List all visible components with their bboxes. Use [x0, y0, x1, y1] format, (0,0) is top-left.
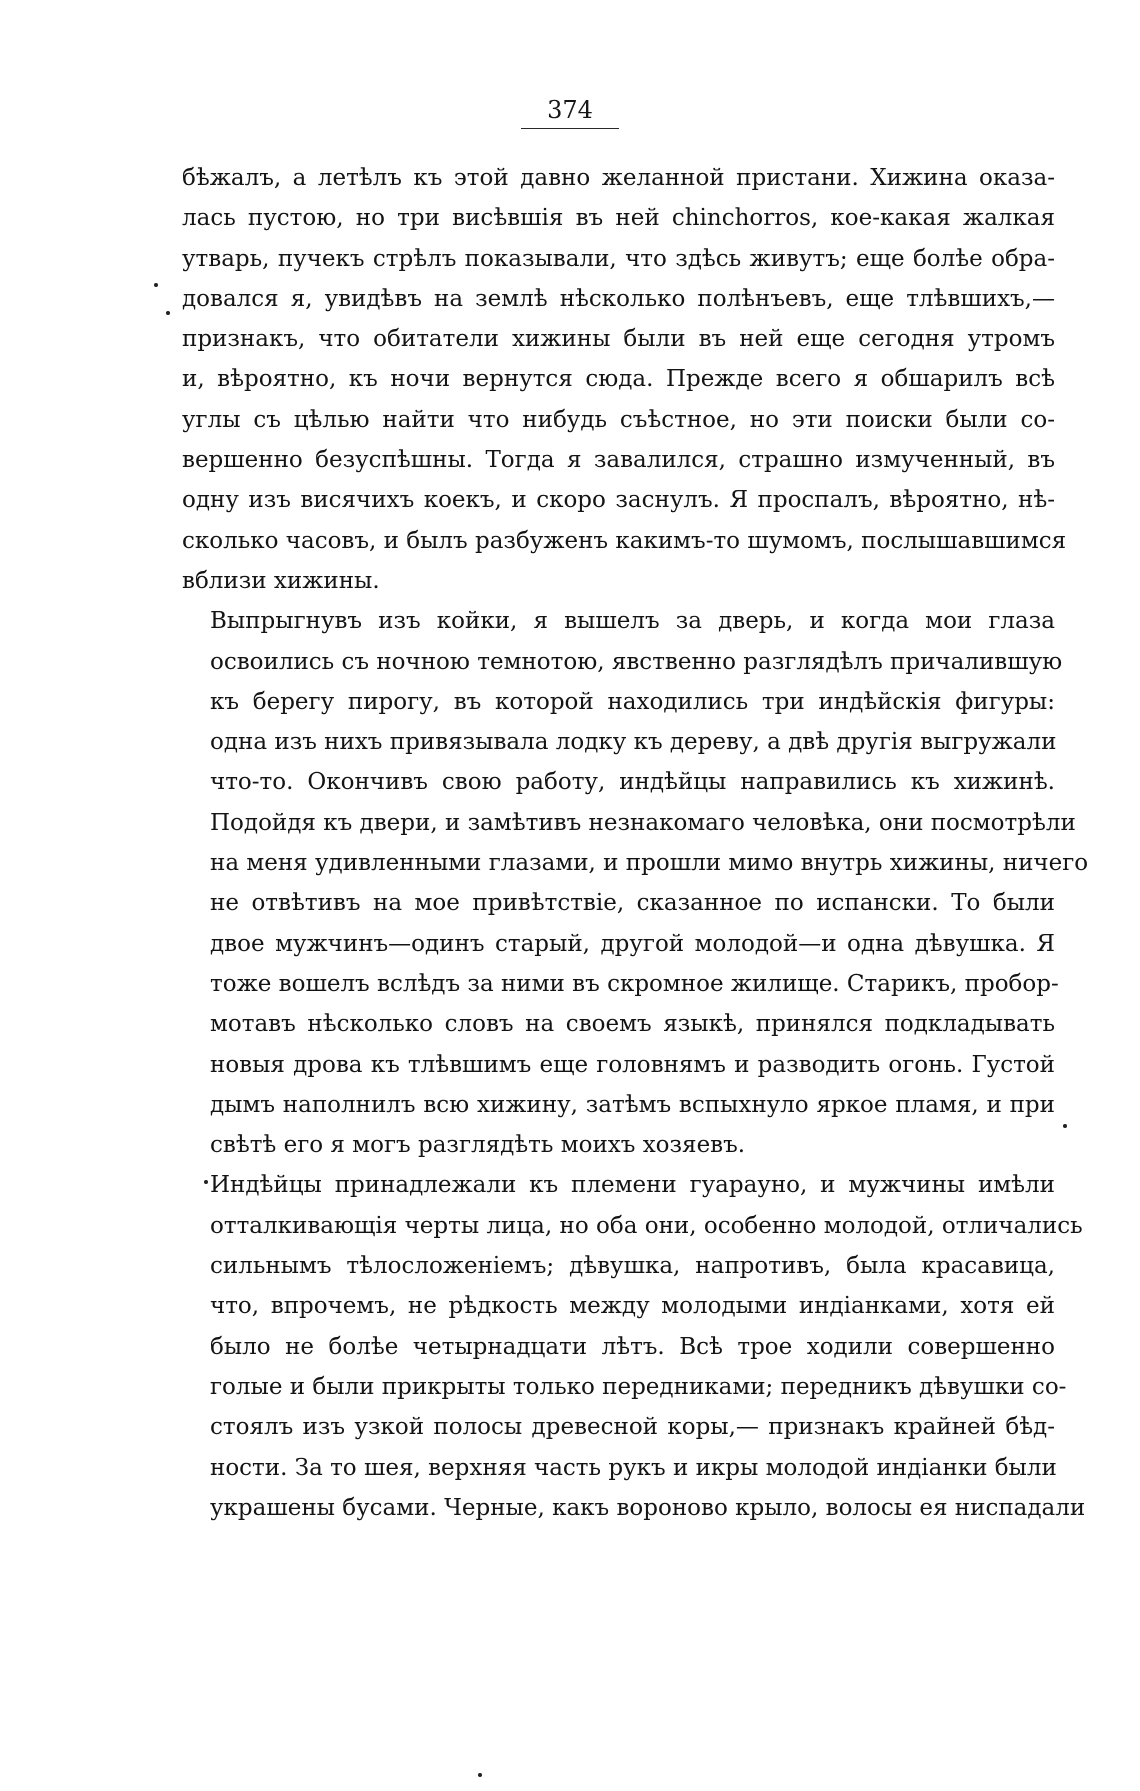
text-line: что-то. Окончивъ свою работу, индѣйцы направились къ хижинѣ. — [210, 769, 1055, 796]
text-line: лась пустою, но три висѣвшія въ ней chinchorros, кое-какая жалкая — [182, 205, 1055, 232]
page-header — [0, 96, 1140, 129]
scan-speck — [166, 311, 170, 315]
text-line: новыя дрова къ тлѣвшимъ еще головнямъ и разводить огонь. Густой — [210, 1051, 1055, 1078]
text-line: довался я, увидѣвъ на землѣ нѣсколько полѣнъевъ, еще тлѣвшихъ,— — [182, 285, 1055, 312]
body-text — [182, 158, 1089, 1528]
text-line: было не болѣе четырнадцати лѣтъ. Всѣ трое ходили совершенно — [210, 1333, 1055, 1360]
text-line: сильнымъ тѣлосложеніемъ; дѣвушка, напротивъ, была красавица, — [210, 1253, 1055, 1280]
text-line: Подойдя къ двери, и замѣтивъ незнакомаго человѣка, они посмотрѣли — [210, 809, 1076, 836]
text-line: не отвѣтивъ на мое привѣтствіе, сказанное по испански. То были — [210, 890, 1055, 917]
text-line: одну изъ висячихъ коекъ, и скоро заснулъ. Я проспалъ, вѣроятно, нѣ- — [182, 487, 1055, 514]
paragraph-2 — [182, 601, 1089, 1165]
text-line: одна изъ нихъ привязывала лодку къ дереву, а двѣ другія выгружали — [210, 729, 1057, 756]
text-line: Индѣйцы принадлежали къ племени гуарауно, и мужчины имѣли — [210, 1172, 1055, 1199]
text-line: отталкивающія черты лица, но оба они, особенно молодой, отличались — [210, 1212, 1083, 1239]
text-line: бѣжалъ, а летѣлъ къ этой давно желанной пристани. Хижина оказа- — [182, 165, 1055, 191]
scan-speck — [204, 1180, 208, 1184]
scan-speck — [478, 1773, 482, 1777]
text-line: свѣтѣ его я могъ разглядѣть моихъ хозяевъ. — [210, 1132, 746, 1159]
text-line: углы съ цѣлью найти что нибудь съѣстное, но эти поиски были со- — [182, 406, 1055, 433]
text-line: тоже вошелъ вслѣдъ за ними въ скромное жилище. Старикъ, пробор- — [210, 970, 1059, 997]
text-line: вблизи хижины. — [182, 567, 380, 594]
text-line: ности. За то шея, верхняя часть рукъ и икры молодой индіанки были — [210, 1454, 1057, 1481]
paragraph-1 — [182, 158, 1067, 601]
page-number: 374 — [521, 96, 619, 129]
text-line: голые и были прикрыты только передниками; передникъ дѣвушки со- — [210, 1373, 1067, 1400]
text-line: стоялъ изъ узкой полосы древесной коры,— признакъ крайней бѣд- — [210, 1414, 1055, 1441]
scan-speck — [1063, 1124, 1067, 1128]
text-line: что, впрочемъ, не рѣдкость между молодыми индіанками, хотя ей — [210, 1293, 1055, 1320]
text-line: двое мужчинъ—одинъ старый, другой молодой—и одна дѣвушка. Я — [210, 930, 1055, 957]
paragraph-3 — [182, 1165, 1086, 1528]
text-line: утварь, пучекъ стрѣлъ показывали, что здѣсь живутъ; еще болѣе обра- — [182, 245, 1055, 272]
scan-speck — [154, 283, 158, 287]
text-line: признакъ, что обитатели хижины были въ ней еще сегодня утромъ — [182, 326, 1055, 353]
text-line: мотавъ нѣсколько словъ на своемъ языкѣ, принялся подкладывать — [210, 1011, 1055, 1038]
text-line: сколько часовъ, и былъ разбуженъ какимъ-то шумомъ, послышавшимся — [182, 527, 1067, 554]
text-line: дымъ наполнилъ всю хижину, затѣмъ вспыхнуло яркое пламя, и при — [210, 1091, 1055, 1118]
text-line: къ берегу пирогу, въ которой находились три индѣйскія фигуры: — [210, 688, 1055, 715]
text-line: украшены бусами. Черные, какъ вороново крыло, волосы ея ниспадали — [210, 1494, 1086, 1521]
text-line: Выпрыгнувъ изъ койки, я вышелъ за дверь, и когда мои глаза — [210, 608, 1055, 635]
text-line: на меня удивленными глазами, и прошли мимо внутрь хижины, ничего — [210, 850, 1089, 877]
text-line: освоились съ ночною темнотою, явственно разглядѣлъ причалившую — [210, 648, 1063, 675]
text-line: вершенно безуспѣшны. Тогда я завалился, страшно измученный, въ — [182, 447, 1055, 474]
text-line: и, вѣроятно, къ ночи вернутся сюда. Прежде всего я обшарилъ всѣ — [182, 366, 1055, 393]
